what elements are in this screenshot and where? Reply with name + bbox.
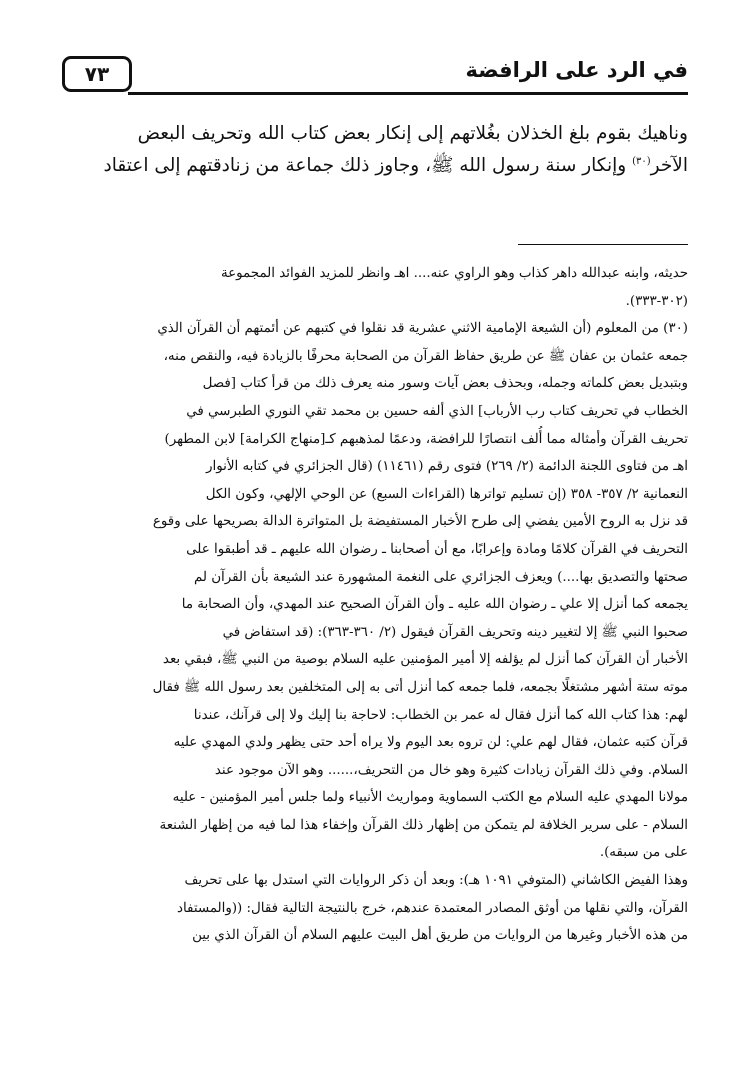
main-text-fragment: الآخر [650, 155, 688, 176]
footnote-line: تحريف القرآن وأمثاله مما أُلف انتصارًا للرافضة، ودعمًا لمذهبهم كـ[منهاج الكرامة] لابن المطهر) [164, 431, 688, 447]
footnote-reference[interactable]: (٣٠) [632, 155, 651, 167]
footnote-line: الخطاب في تحريف كتاب رب الأرباب] الذي ألفه حسين بن محمد تقي النوري الطبرسي في [186, 403, 688, 419]
main-text [62, 118, 688, 182]
running-title: في الرد على الرافضة [465, 58, 688, 82]
footnote-line: صحبوا النبي ﷺ إلا لتغيير دينه وتحريف القرآن فيقول (٢/ ٣٦٠-٣٦٣): (قد استفاض في [222, 624, 688, 640]
footnote-separator [518, 244, 688, 245]
footnote-line: على من سبقه). [599, 845, 688, 861]
footnote-line: من هذه الأخبار وغيرها من الروايات من طريق أهل البيت عليهم السلام أن القرآن الذي بين [192, 928, 688, 944]
footnote-line: (٣٠٢-٣٣٣). [625, 293, 688, 309]
footnote-line: مولانا المهدي عليه السلام مع الكتب السماوية ومواريث الأنبياء ولما جلس أمير المؤمنين - عليه [172, 790, 688, 806]
page-number: ٧٣ [62, 56, 132, 92]
footnote-line: جمعه عثمان بن عفان ﷺ عن طريق حفاظ القرآن من الصحابة محرفًا بالزيادة فيه، والنقص منه، [163, 348, 688, 364]
main-text-line [62, 150, 688, 182]
footnote-line: وبتبديل بعض كلماته وجمله، وبحذف بعض آيات وسور منه يعرف ذلك من قرأ كتاب [فصل [202, 376, 688, 392]
footnote-line: يجمعه كما أنزل إلا علي ـ رضوان الله عليه ـ وأن القرآن الصحيح عند المهدي، وأن الصحابة ما [181, 597, 688, 613]
footnote-line: (٣٠) من المعلوم (أن الشيعة الإمامية الاثني عشرية قد نقلوا في كتبهم عن أئمتهم أن القرآن الذي [157, 321, 688, 337]
footnote-line: التحريف في القرآن كلامًا ومادة وإعرابًا، مع أن أصحابنا ـ رضوان الله عليهم ـ قد أطبقوا على [186, 541, 688, 557]
footnote-line: القرآن، والتي نقلها من أوثق المصادر المعتمدة عندهم، خرج بالنتيجة التالية فقال: ((والمستفاد [177, 900, 688, 916]
footnote-line: السلام - على سرير الخلافة لم يتمكن من إظهار ذلك القرآن وإخفاء هذا لما فيه من إظهار الشنعة [159, 817, 688, 833]
footnote-line: قرآن كتبه عثمان، فقال لهم علي: لن تروه بعد اليوم ولا يراه أحد حتى يظهر ولدي المهدي عليه [173, 735, 688, 751]
footnote-line: صحتها والتصديق بها....) ويعزف الجزائري على النغمة المشهورة عند الشيعة بأن القرآن لم [193, 569, 688, 585]
footnotes [62, 260, 688, 950]
header-rule [128, 92, 688, 95]
footnote-line: موته ستة أشهر مشتغلًا بجمعه، فلما جمعه كما أنزل أتى به إلى المتخلفين بعد رسول الله ﷺ فقال [152, 679, 688, 695]
page-header [62, 52, 688, 96]
footnote-line: قد نزل به الروح الأمين يفضي إلى طرح الأخبار المستفيضة بل المتواترة الدالة بصريحها على وقوع [152, 514, 688, 530]
footnote-line: السلام. وفي ذلك القرآن زيادات كثيرة وهو خال من التحريف،...... وهو الآن موجود عند [214, 762, 688, 778]
footnote-line: الأخبار أن القرآن كما أنزل لم يؤلفه إلا أمير المؤمنين عليه السلام بوصية من النبي ﷺ، فبقي بعد [162, 652, 688, 668]
footnote-line: حديثه، وابنه عبدالله داهر كذاب وهو الراوي عنه.... اهـ وانظر للمزيد الفوائد المجموعة [220, 266, 688, 281]
footnote-line: النعمانية ٢/ ٣٥٧- ٣٥٨ (إن تسليم تواترها (القراءات السبع) عن الوحي الإلهي، وكون الكل [205, 486, 688, 502]
footnote-line: وهذا الفيض الكاشاني (المتوفي ١٠٩١ هـ): وبعد أن ذكر الروايات التي استدل بها على تحريف [184, 873, 688, 889]
footnote-line: لهم: هذا كتاب الله كما أنزل فقال له عمر بن الخطاب: لاحاجة بنا إليك ولا إلى قرآنك، عندنا [193, 707, 688, 723]
footnote-line: اهـ من فتاوى اللجنة الدائمة (٢/ ٢٦٩) فتوى رقم (١١٤٦١) (قال الجزائري في كتابه الأنوار [206, 459, 688, 475]
main-text-fragment: وإنكار سنة رسول الله ﷺ، وجاوز ذلك جماعة من زنادقتهم إلى اعتقاد [103, 155, 633, 176]
main-text-line: وناهيك بقوم بلغ الخذلان بغُلاتهم إلى إنكار بعض كتاب الله وتحريف البعض [137, 123, 688, 144]
